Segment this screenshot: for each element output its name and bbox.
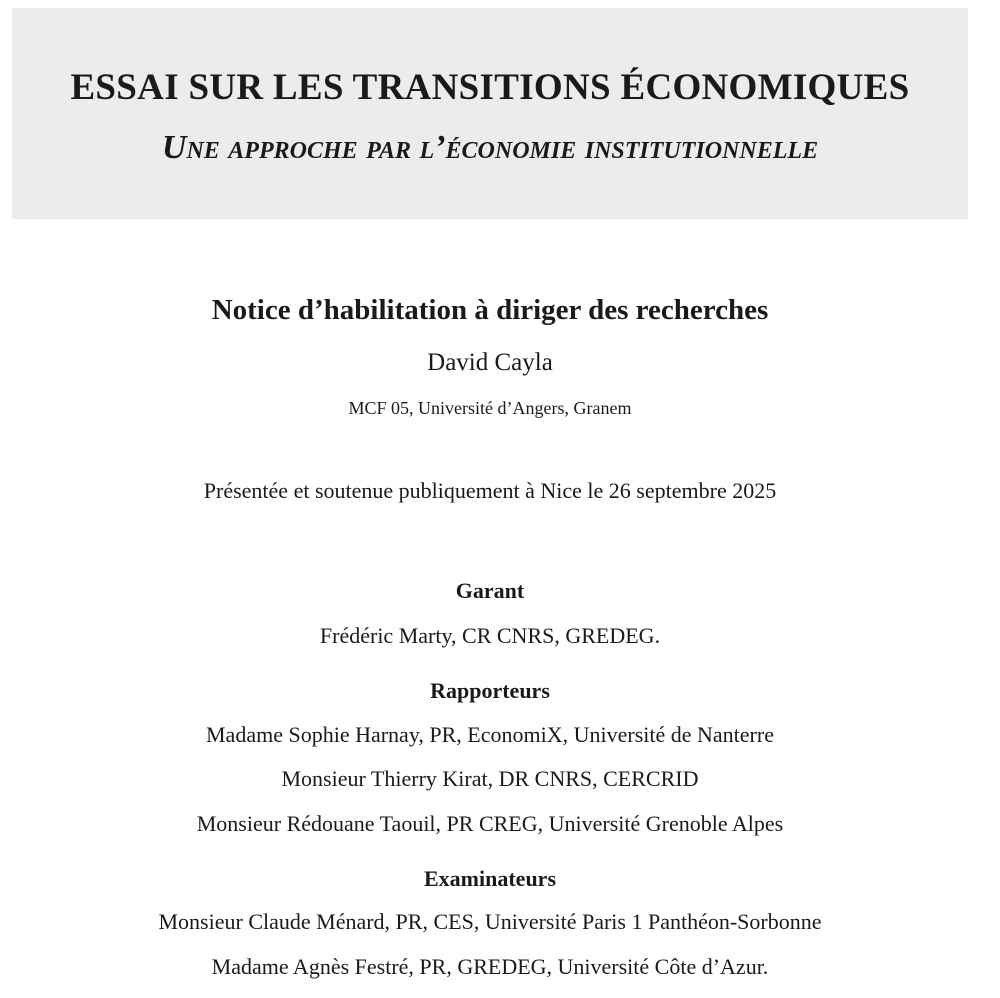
document-title: ESSAI SUR LES TRANSITIONS ÉCONOMIQUES	[70, 67, 910, 108]
examinateurs-heading: Examinateurs	[424, 866, 556, 891]
document-subtitle: Une approche par l’économie institutionnelle	[161, 129, 819, 166]
rapporteur-member: Madame Sophie Harnay, PR, EconomiX, Université de Nanterre	[206, 722, 774, 747]
author-affiliation: MCF 05, Université d’Angers, Granem	[348, 398, 632, 418]
garant-member: Frédéric Marty, CR CNRS, GREDEG.	[319, 623, 661, 648]
rapporteur-member: Monsieur Thierry Kirat, DR CNRS, CERCRID	[281, 766, 699, 791]
notice-heading: Notice d’habilitation à diriger des recherches	[211, 294, 769, 326]
author-name: David Cayla	[427, 349, 553, 376]
defense-statement: Présentée et soutenue publiquement à Nice le 26 septembre 2025	[203, 478, 777, 503]
examinateur-member: Monsieur Claude Ménard, PR, CES, Université Paris 1 Panthéon-Sorbonne	[158, 909, 822, 934]
rapporteurs-heading: Rapporteurs	[430, 678, 550, 703]
title-box	[12, 8, 968, 219]
garant-heading: Garant	[455, 578, 525, 603]
examinateur-member: Madame Agnès Festré, PR, GREDEG, Université Côte d’Azur.	[211, 954, 769, 979]
rapporteur-member: Monsieur Rédouane Taouil, PR CREG, Université Grenoble Alpes	[196, 811, 784, 836]
